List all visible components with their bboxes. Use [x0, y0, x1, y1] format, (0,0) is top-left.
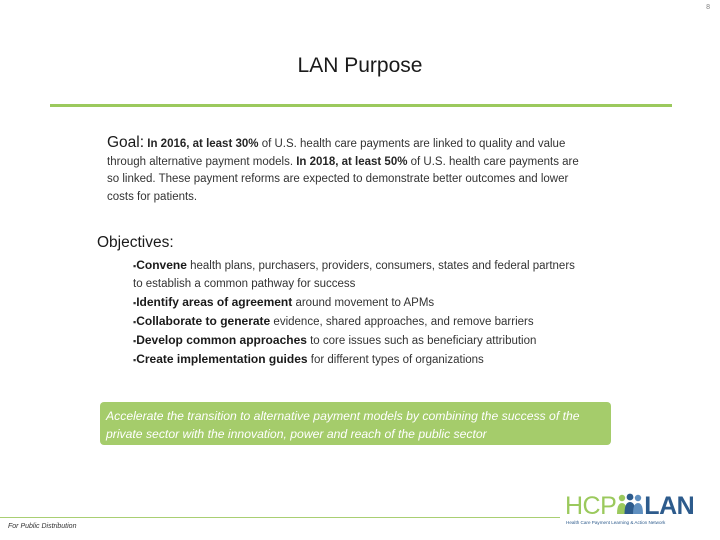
- bullet-icon: ▪: [133, 317, 137, 327]
- page-number: 8: [706, 4, 710, 11]
- logo-tagline: Health Care Payment Learning & Action Network: [566, 520, 666, 525]
- goal-text-2: of U.S. health care payments are so linked. These payment reforms are expected to demonstrate better outcomes and lower costs for patients.: [107, 155, 579, 203]
- objective-item-identify: [133, 293, 583, 312]
- goal-target-2016: In 2016, at least 30%: [147, 138, 259, 150]
- hcp-lan-logo: [565, 492, 715, 528]
- goal-text-1: of U.S. health care payments are linked to quality and value through alternative payment models.: [107, 138, 566, 168]
- bullet-icon: ▪: [133, 355, 137, 365]
- goal-heading: Goal:: [107, 134, 145, 151]
- logo-wordmark: [565, 492, 694, 520]
- footer-note: For Public Distribution: [8, 523, 77, 530]
- bullet-icon: ▪: [133, 261, 137, 271]
- objective-item-create: [133, 350, 583, 369]
- logo-hcp-text: HCP: [565, 492, 617, 520]
- objective-text: to core issues such as beneficiary attribution: [306, 335, 537, 347]
- footer-divider: [0, 517, 560, 518]
- goal-paragraph: [107, 134, 582, 206]
- title-divider: [50, 104, 672, 107]
- objective-keyword: Convene: [136, 258, 187, 272]
- objective-text: health plans, purchasers, providers, consumers, states and federal partners to establish a common pathway for success: [133, 260, 575, 290]
- objective-text: for different types of organizations: [307, 354, 484, 366]
- objective-keyword: Develop common approaches: [136, 333, 307, 347]
- objective-keyword: Collaborate to generate: [136, 314, 271, 328]
- objective-keyword: Identify areas of agreement: [136, 295, 293, 309]
- objective-keyword: Create implementation guides: [136, 352, 308, 366]
- objectives-heading: Objectives:: [97, 234, 174, 251]
- objective-item-convene: [133, 256, 583, 293]
- goal-target-2018: In 2018, at least 50%: [296, 155, 408, 168]
- objective-text: evidence, shared approaches, and remove barriers: [270, 316, 534, 328]
- logo-lan-text: LAN: [644, 492, 695, 520]
- objective-item-collaborate: [133, 312, 583, 331]
- bullet-icon: ▪: [133, 298, 137, 308]
- bullet-icon: ▪: [133, 336, 137, 346]
- objectives-list: [133, 256, 583, 369]
- objective-item-develop: [133, 331, 583, 350]
- page-title: LAN Purpose: [297, 54, 423, 77]
- mission-callout: Accelerate the transition to alternative payment models by combining the success of the private sector with the innovation, power and reach of the public sector: [100, 402, 611, 445]
- people-icon: [616, 493, 644, 515]
- objective-text: around movement to APMs: [292, 297, 435, 309]
